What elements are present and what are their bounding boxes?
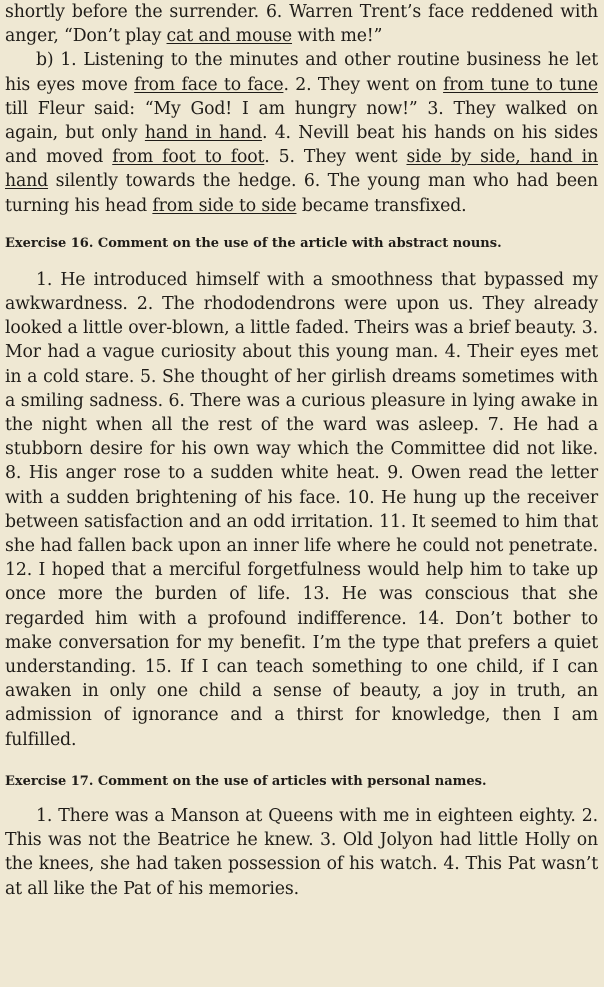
underlined-phrase: cat and mouse bbox=[166, 26, 293, 47]
text-run: . 4. Nevill beat his hands on his sides and moved bbox=[5, 123, 599, 168]
underlined-phrase: from face to face bbox=[134, 74, 284, 95]
text-run: silently towards the hedge. 6. The young man who had been turning his head bbox=[5, 171, 598, 216]
underlined-phrase: from side to side bbox=[152, 195, 297, 216]
text-run: with me!” bbox=[292, 26, 383, 47]
exercise-17-body: 1. There was a Manson at Queens with me in eighteen eighty. 2. This was not the Beatrice he knew. 3. Old Jolyon had little Holly on the knees, she had taken possession of his watch. 4. This Pat wasn’t at all like the Pat of his memories. bbox=[5, 805, 598, 899]
exercise-17-heading: Exercise 17. Comment on the use of articles with personal names. bbox=[5, 773, 487, 789]
text-run: till Fleur said: “My God! I am hungry now!” 3. They walked on again, but only bbox=[5, 98, 598, 144]
underlined-phrase: from foot to foot bbox=[112, 147, 265, 168]
underlined-phrase: side by side, hand in hand bbox=[5, 147, 598, 192]
paragraph-a-end bbox=[5, 0, 598, 48]
paragraph-b bbox=[5, 48, 598, 217]
underlined-phrase: hand in hand bbox=[144, 123, 263, 144]
exercise-16-body: 1. He introduced himself with a smoothness that bypassed my awkwardness. 2. The rhododendrons were upon us. They already looked a little over-blown, a little faded. Theirs was a brief beauty. 3. Mor had a vague curiosity about this young man. 4. Their eyes met in a cold stare. 5. She thought of her girlish dreams sometimes with a smiling sadness. 6. There was a curious pleasure in lying awake in the night when all the rest of the ward was asleep. 7. He had a stubborn desire for his own way which the Committee did not like. 8. His anger rose to a sudden white heat. 9. Owen read the letter with a sudden brightening of his face. 10. He hung up the receiver between satisfaction and an odd irritation. 11. It seemed to him that she had fallen back upon an inner life where he could not penetrate. 12. I hoped that a merciful forgetfulness would help him to take up once more the burden of life. 13. He was conscious that she regarded him with a profound indifference. 14. Don’t bother to make conversation for my benefit. I’m the type that prefers a quiet understanding. 15. If I can teach something to one child, if I can awaken in only one child a sense of beauty, a joy in truth, an admission of ignorance and a thirst for knowledge, then I am fulfilled. bbox=[5, 269, 598, 750]
underlined-phrase: from tune to tune bbox=[443, 74, 599, 95]
text-run: became transfixed. bbox=[296, 195, 467, 216]
exercise-16-heading: Exercise 16. Comment on the use of the article with abstract nouns. bbox=[5, 235, 502, 251]
text-run: shortly before the surrender. 6. Warren Trent’s face reddened with anger, “Don’t play bbox=[5, 2, 598, 47]
text-run: b) 1. Listening to the minutes and other routine business he let his eyes move bbox=[5, 50, 598, 95]
text-run: . 5. They went bbox=[264, 147, 407, 168]
text-run: . 2. They went on bbox=[283, 74, 444, 95]
